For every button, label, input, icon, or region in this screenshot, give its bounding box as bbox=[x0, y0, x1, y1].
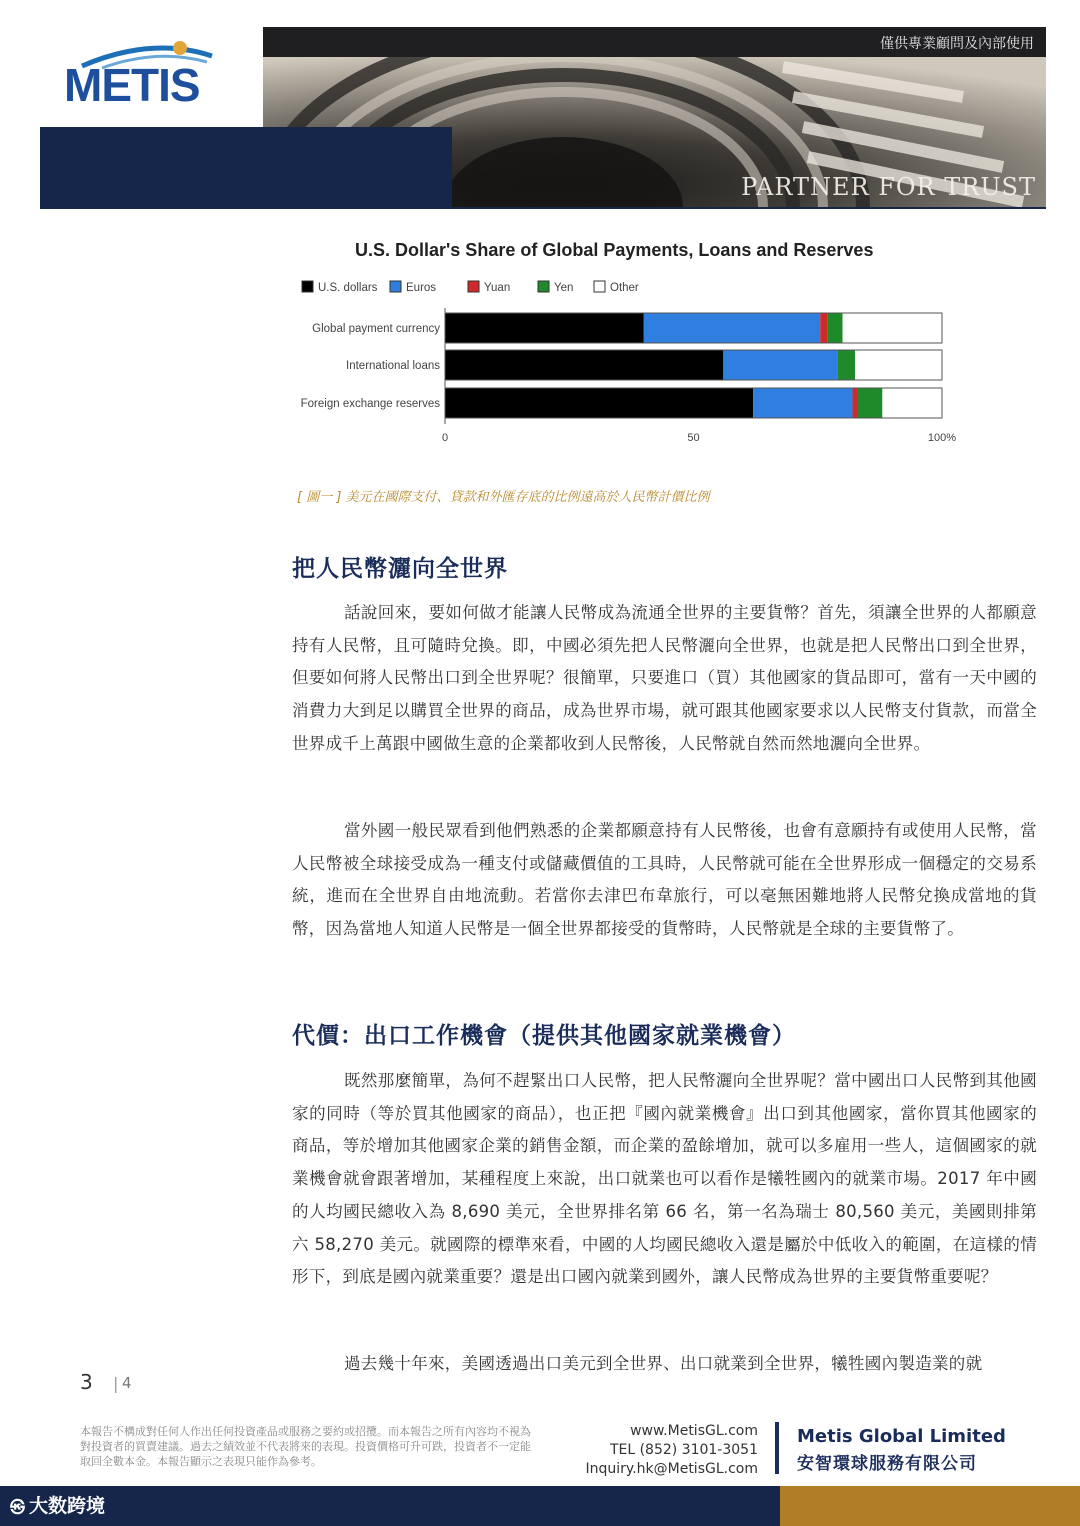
section-heading: 代價：出口工作機會（提供其他國家就業機會） bbox=[292, 1023, 796, 1049]
legend-label: Yuan bbox=[484, 282, 511, 294]
bar-segment bbox=[882, 388, 942, 418]
logo-text: METIS bbox=[64, 59, 200, 111]
category-label: International loans bbox=[346, 360, 440, 372]
figure-caption: [ 圖一 ] 美元在國際支付、貸款和外匯存底的比例遠高於人民幣計價比例 bbox=[297, 490, 710, 505]
paragraph: 話說回來，要如何做才能讓人民幣成為流通全世界的主要貨幣？首先，須讓全世界的人都願意持有人民幣，且可隨時兌換。即，中國必須先把人民幣灑向全世界，也就是把人民幣出口到全世界，但要如何將人民幣出口到全世界呢？很簡單，只要進口（買）其他國家的貨品即可，當有一天中國的消費力大到足以購買全世界的商品，成為世界市場，就可跟其他國家要求以人民幣支付貨款，而當全世界成千上萬跟中國做生意的企業都收到人民幣後，人民幣就自然而然地灑向全世界。 bbox=[292, 603, 1037, 753]
legend-swatch bbox=[594, 281, 605, 292]
page-separator: | bbox=[113, 1374, 119, 1393]
bar-segment bbox=[445, 350, 723, 380]
bar-segment bbox=[828, 313, 843, 343]
bar-segment bbox=[445, 313, 644, 343]
paragraph: 既然那麼簡單，為何不趕緊出口人民幣，把人民幣灑向全世界呢？當中國出口人民幣到其他國家的同時（等於買其他國家的商品），也正把『國內就業機會』出口到其他國家，當你買其他國家的商品，等於增加其他國家企業的銷售金額，而企業的盈餘增加，就可以多雇用一些人，這個國家的就業機會就會跟著增加，某種程度上來說，出口就業也可以看作是犧牲國內的就業市場。2017 年中國的人均國民總收入為 8,690 美元，全世界排名第 66 名，第一名為瑞士 80,560 美元，美國則排第六 58,270 美元。就國際的標準來看，中國的人均國民總收入還是屬於中低收入的範圍，在這樣的情形下，到底是國內就業重要？還是出口國內就業到國外，讓人民幣成為世界的主要貨幣重要呢？ bbox=[292, 1071, 1037, 1287]
chart-title: U.S. Dollar's Share of Global Payments, Loans and Reserves bbox=[355, 240, 874, 260]
bar-segment bbox=[445, 388, 753, 418]
header-divider bbox=[40, 207, 1046, 209]
x-tick-label: 100% bbox=[927, 432, 957, 444]
page-total: 4 bbox=[122, 1374, 132, 1392]
header-note: 僅供專業顧問及內部使用 bbox=[880, 36, 1034, 52]
header-bar bbox=[263, 27, 1046, 57]
bar-segment bbox=[820, 313, 827, 343]
paragraph: 當外國一般民眾看到他們熟悉的企業都願意持有人民幣後，也會有意願持有或使用人民幣，當人民幣被全球接受成為一種支付或儲藏價值的工具時，人民幣就可能在全世界形成一個穩定的交易系統，進而在全世界自由地流動。若當你去津巴布韋旅行，可以毫無困難地將人民幣兌換成當地的貨幣，因為當地人知道人民幣是一個全世界都接受的貨幣時，人民幣就是全球的主要貨幣了。 bbox=[292, 821, 1037, 939]
bar-segment bbox=[723, 350, 837, 380]
bar-segment bbox=[858, 388, 883, 418]
chart-category-labels bbox=[301, 323, 441, 410]
x-tick-label: 50 bbox=[687, 432, 700, 444]
chart-bars bbox=[445, 308, 942, 424]
legend-label: Euros bbox=[406, 282, 437, 294]
usd-share-chart bbox=[290, 228, 970, 478]
contact-block bbox=[560, 1422, 758, 1479]
header-navy-block bbox=[40, 127, 452, 207]
legend-swatch bbox=[538, 281, 549, 292]
legend-swatch bbox=[468, 281, 479, 292]
banner-tagline: PARTNER FOR TRUST bbox=[741, 173, 1036, 201]
bar-segment bbox=[753, 388, 852, 418]
page-number: 3 bbox=[80, 1370, 93, 1394]
disclaimer: 本報告不構成對任何人作出任何投資產品或服務之要約或招攬。而本報告之所有內容均不視為對投資者的買賣建議。過去之績效並不代表將來的表現。投資價格可升可跌，投資者不一定能取回全數本金。本報告顯示之表現只能作為參考。 bbox=[80, 1425, 531, 1468]
legend-label: Yen bbox=[554, 282, 574, 294]
bar-segment bbox=[838, 350, 855, 380]
legend-label: U.S. dollars bbox=[318, 282, 378, 294]
bar-segment bbox=[843, 313, 942, 343]
footer-navy-bar bbox=[0, 1486, 780, 1526]
legend-swatch bbox=[302, 281, 313, 292]
website-link[interactable]: www.MetisGL.com bbox=[630, 1423, 758, 1439]
company-name bbox=[797, 1426, 1006, 1474]
bar-segment bbox=[644, 313, 820, 343]
footer-gold-bar bbox=[780, 1486, 1080, 1526]
x-tick-label: 0 bbox=[441, 432, 449, 444]
watermark-logo-icon: ㉿ bbox=[10, 1498, 26, 1516]
watermark-text: 大数跨境 bbox=[29, 1495, 106, 1517]
footer-divider bbox=[775, 1422, 779, 1474]
bar-segment bbox=[855, 350, 942, 380]
section-heading: 把人民幣灑向全世界 bbox=[292, 556, 508, 582]
chart-legend bbox=[302, 281, 639, 294]
legend-label: Other bbox=[610, 282, 639, 294]
watermark bbox=[10, 1491, 105, 1518]
phone-number: TEL (852) 3101-3051 bbox=[609, 1442, 758, 1458]
company-name-en: Metis Global Limited bbox=[797, 1426, 1006, 1447]
company-name-zh: 安智環球服務有限公司 bbox=[797, 1454, 977, 1474]
category-label: Foreign exchange reserves bbox=[300, 398, 440, 410]
email-link[interactable]: Inquiry.hk@MetisGL.com bbox=[585, 1461, 758, 1477]
chart-x-ticks bbox=[442, 432, 956, 444]
paragraph: 過去幾十年來，美國透過出口美元到全世界、出口就業到全世界，犧牲國內製造業的就 bbox=[344, 1354, 983, 1373]
bar-segment bbox=[853, 388, 858, 418]
category-label: Global payment currency bbox=[312, 323, 440, 335]
legend-swatch bbox=[390, 281, 401, 292]
